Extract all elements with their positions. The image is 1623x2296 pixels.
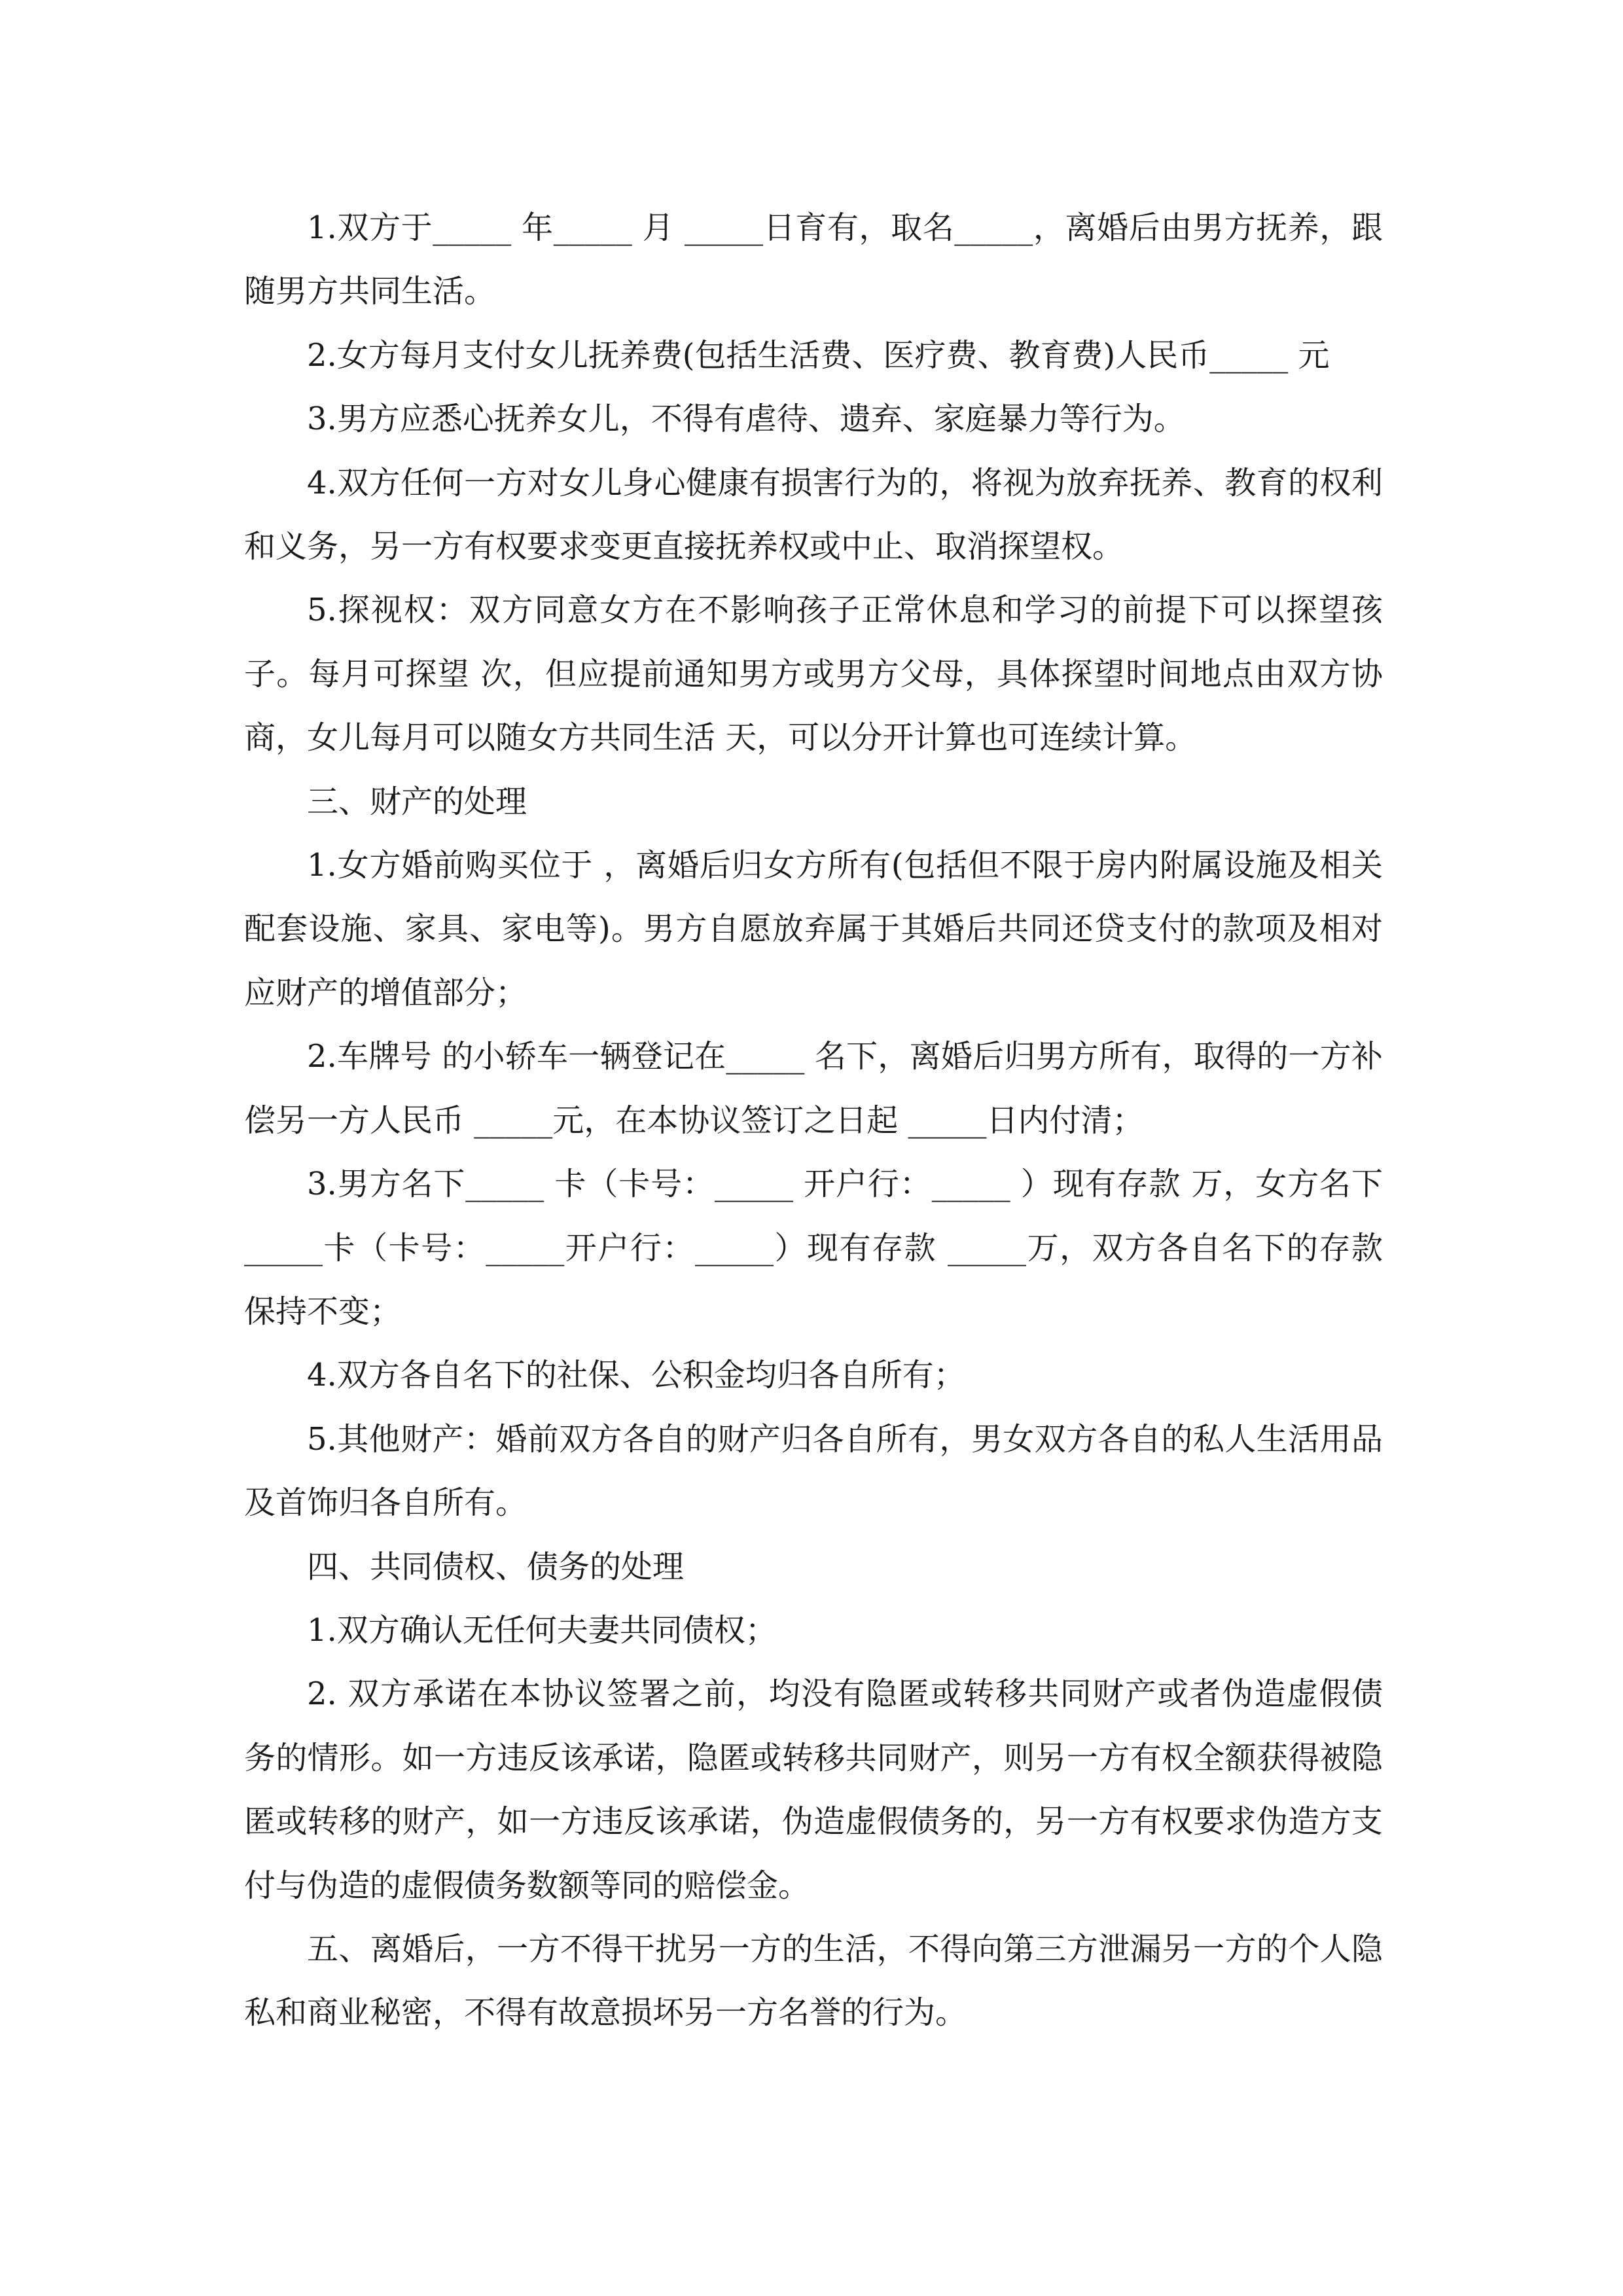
- paragraph-no-concealment: 2. 双方承诺在本协议签署之前，均没有隐匿或转移共同财产或者伪造虚假债务的情形。如一方违反该承诺，隐匿或转移共同财产，则另一方有权全额获得被隐匿或转移的财产，如一方违反该承诺，伪造虚假债务的，另一方有权要求伪造方支付与伪造的虚假债务数额等同的赔偿金。: [244, 1676, 1383, 1904]
- paragraph-other-property: 5.其他财产：婚前双方各自的财产归各自所有，男女双方各自的私人生活用品及首饰归各自所有。: [244, 1420, 1383, 1522]
- paragraph-harm-consequence: 4.双方任何一方对女儿身心健康有损害行为的，将视为放弃抚养、教育的权利和义务，另一方有权要求变更直接抚养权或中止、取消探望权。: [244, 464, 1383, 565]
- paragraph-visitation-rights: 5.探视权：双方同意女方在不影响孩子正常休息和学习的前提下可以探望孩子。每月可探望 次，但应提前通知男方或男方父母，具体探望时间地点由双方协商，女儿每月可以随女方共同生活 天，可以分开计算也可连续计算。: [244, 592, 1383, 757]
- paragraph-care-obligation: 3.男方应悉心抚养女儿，不得有虐待、遗弃、家庭暴力等行为。: [307, 401, 1185, 438]
- paragraph-child-support-payment: 2.女方每月支付女儿抚养费(包括生活费、医疗费、教育费)人民币_____ 元: [307, 336, 1330, 374]
- section-heading-post-divorce: 五、离婚后，一方不得干扰另一方的生活，不得向第三方泄漏另一方的个人隐私和商业秘密，不得有故意损坏另一方名誉的行为。: [244, 1930, 1383, 2032]
- section-heading-property: 三、财产的处理: [307, 783, 527, 820]
- paragraph-house-ownership: 1.女方婚前购买位于 ，离婚后归女方所有(包括但不限于房内附属设施及相关配套设施、家具、家电等)。男方自愿放弃属于其婚后共同还贷支付的款项及相对应财产的增值部分；: [244, 847, 1383, 1011]
- paragraph-social-insurance: 4.双方各自名下的社保、公积金均归各自所有；: [307, 1357, 965, 1394]
- section-heading-debts: 四、共同债权、债务的处理: [307, 1548, 685, 1585]
- paragraph-no-joint-claims: 1.双方确认无任何夫妻共同债权；: [307, 1611, 777, 1649]
- document-body: [244, 196, 1393, 2045]
- paragraph-bank-deposits: 3.男方名下_____ 卡（卡号：_____ 开户行：_____ ）现有存款 万，女方名下 _____卡（卡号：_____开户行：_____）现有存款 _____万，双方各自名下的存款保持不变；: [244, 1166, 1393, 1330]
- paragraph-car-ownership: 2.车牌号 的小轿车一辆登记在_____ 名下，离婚后归男方所有，取得的一方补偿另一方人民币 _____元，在本协议签订之日起 _____日内付清；: [244, 1038, 1383, 1139]
- paragraph-child-birth-custody: 1.双方于_____ 年_____ 月 _____日育有，取名_____，离婚后由男方抚养，跟随男方共同生活。: [244, 209, 1383, 310]
